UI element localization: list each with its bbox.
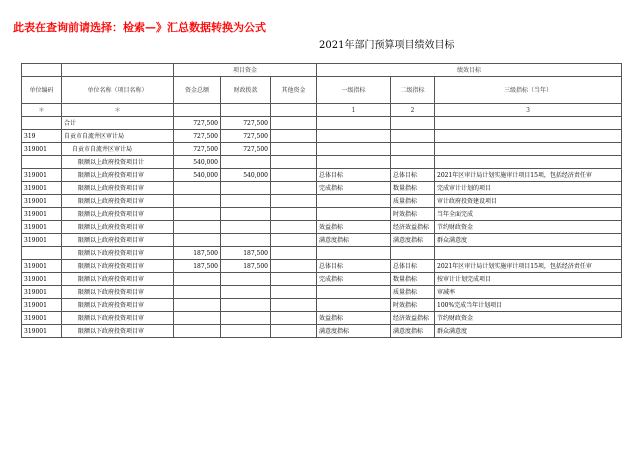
fiscal-cell xyxy=(221,156,271,169)
code-cell: 319001 xyxy=(22,208,62,221)
header-row-group xyxy=(22,64,622,77)
code-cell: 319001 xyxy=(22,143,62,156)
header-index-3: 3 xyxy=(435,104,622,117)
level1-cell: 效益指标 xyxy=(317,221,391,234)
table-row xyxy=(22,143,622,156)
level2-cell: 时效指标 xyxy=(391,208,435,221)
code-cell: 319001 xyxy=(22,182,62,195)
other-cell xyxy=(271,117,317,130)
fiscal-cell xyxy=(221,312,271,325)
code-cell xyxy=(22,117,62,130)
table-row xyxy=(22,195,622,208)
fiscal-cell: 540,000 xyxy=(221,169,271,182)
table-row xyxy=(22,221,622,234)
level1-cell: 满意度指标 xyxy=(317,325,391,338)
level3-cell: 群众满意度 xyxy=(435,234,622,247)
level1-cell: 效益指标 xyxy=(317,312,391,325)
level1-cell xyxy=(317,156,391,169)
header-unit-name: 单位名称（项目名称） xyxy=(62,77,174,104)
other-cell xyxy=(271,299,317,312)
header-group-funds: 项目资金 xyxy=(174,64,317,77)
header-cell xyxy=(174,104,221,117)
other-cell xyxy=(271,247,317,260)
other-cell xyxy=(271,208,317,221)
level2-cell: 数量指标 xyxy=(391,273,435,286)
level2-cell: 总体目标 xyxy=(391,260,435,273)
other-cell xyxy=(271,273,317,286)
header-cell xyxy=(62,64,174,77)
level3-cell: 审减率 xyxy=(435,286,622,299)
header-level1: 一级指标 xyxy=(317,77,391,104)
level1-cell xyxy=(317,286,391,299)
total-cell: 187,500 xyxy=(174,260,221,273)
level1-cell xyxy=(317,208,391,221)
level1-cell xyxy=(317,299,391,312)
code-cell: 319001 xyxy=(22,299,62,312)
fiscal-cell xyxy=(221,325,271,338)
table-row xyxy=(22,312,622,325)
name-cell: 限额以上政府投资项目审 xyxy=(62,195,174,208)
fiscal-cell: 187,500 xyxy=(221,260,271,273)
code-cell: 319001 xyxy=(22,273,62,286)
total-cell xyxy=(174,208,221,221)
level3-cell: 100%完成当年计划项目 xyxy=(435,299,622,312)
fiscal-cell: 187,500 xyxy=(221,247,271,260)
header-index-1: 1 xyxy=(317,104,391,117)
level3-cell: 按审计计划完成项目 xyxy=(435,273,622,286)
header-other: 其他资金 xyxy=(271,77,317,104)
total-cell xyxy=(174,273,221,286)
header-row-columns xyxy=(22,77,622,104)
total-cell: 540,000 xyxy=(174,156,221,169)
fiscal-cell xyxy=(221,195,271,208)
header-star: ＊ xyxy=(22,104,62,117)
table-row xyxy=(22,286,622,299)
header-level3: 三级指标（当年） xyxy=(435,77,622,104)
code-cell xyxy=(22,247,62,260)
table-row xyxy=(22,169,622,182)
name-cell: 限额以上政府投资项目审 xyxy=(62,182,174,195)
table-row xyxy=(22,130,622,143)
level1-cell xyxy=(317,130,391,143)
header-index-2: 2 xyxy=(391,104,435,117)
level2-cell: 质量指标 xyxy=(391,286,435,299)
fiscal-cell: 727,500 xyxy=(221,117,271,130)
other-cell xyxy=(271,312,317,325)
table-row xyxy=(22,182,622,195)
level3-cell xyxy=(435,247,622,260)
level1-cell: 满意度指标 xyxy=(317,234,391,247)
level2-cell xyxy=(391,117,435,130)
level2-cell: 满意度指标 xyxy=(391,325,435,338)
other-cell xyxy=(271,195,317,208)
total-cell: 727,500 xyxy=(174,143,221,156)
report-title: 2021年部门预算项目绩效目标 xyxy=(319,40,455,51)
total-cell xyxy=(174,234,221,247)
code-cell: 319001 xyxy=(22,286,62,299)
performance-table xyxy=(21,63,622,338)
total-cell xyxy=(174,312,221,325)
fiscal-cell: 727,500 xyxy=(221,143,271,156)
warning-note: 此表在查询前请选择：检索—》汇总数据转换为公式 xyxy=(13,21,266,34)
level1-cell xyxy=(317,247,391,260)
level3-cell xyxy=(435,117,622,130)
name-cell: 限额以下政府投资项目审 xyxy=(62,286,174,299)
other-cell xyxy=(271,260,317,273)
header-level2: 二级指标 xyxy=(391,77,435,104)
name-cell: 自贡市自流井区审计局 xyxy=(62,143,174,156)
level2-cell: 质量指标 xyxy=(391,195,435,208)
table-row xyxy=(22,273,622,286)
level1-cell xyxy=(317,117,391,130)
code-cell: 319001 xyxy=(22,169,62,182)
other-cell xyxy=(271,156,317,169)
level1-cell: 完成指标 xyxy=(317,182,391,195)
header-row-index xyxy=(22,104,622,117)
other-cell xyxy=(271,325,317,338)
total-cell: 540,000 xyxy=(174,169,221,182)
level2-cell xyxy=(391,156,435,169)
level2-cell: 总体目标 xyxy=(391,169,435,182)
header-cell xyxy=(22,64,62,77)
table-row xyxy=(22,247,622,260)
name-cell: 合计 xyxy=(62,117,174,130)
header-total: 资金总额 xyxy=(174,77,221,104)
name-cell: 限额以下政府投资项目审 xyxy=(62,260,174,273)
name-cell: 限额以上政府投资项目审 xyxy=(62,221,174,234)
code-cell: 319001 xyxy=(22,234,62,247)
level3-cell: 节约财政资金 xyxy=(435,312,622,325)
total-cell: 187,500 xyxy=(174,247,221,260)
other-cell xyxy=(271,221,317,234)
other-cell xyxy=(271,182,317,195)
level1-cell: 总体目标 xyxy=(317,169,391,182)
code-cell: 319001 xyxy=(22,325,62,338)
total-cell: 727,500 xyxy=(174,130,221,143)
name-cell: 限额以下政府投资项目审 xyxy=(62,247,174,260)
level3-cell xyxy=(435,156,622,169)
total-cell xyxy=(174,325,221,338)
header-star: ＊ xyxy=(62,104,174,117)
level3-cell: 完成审计计划的项目 xyxy=(435,182,622,195)
level2-cell xyxy=(391,130,435,143)
level3-cell: 群众满意度 xyxy=(435,325,622,338)
level3-cell: 审计政府投资建设项目 xyxy=(435,195,622,208)
header-cell xyxy=(221,104,271,117)
table-row xyxy=(22,325,622,338)
level2-cell: 时效指标 xyxy=(391,299,435,312)
name-cell: 限额以上政府投资项目审 xyxy=(62,169,174,182)
level3-cell: 2021年区审计局计划实施审计项目15项，包括经济责任审 xyxy=(435,260,622,273)
name-cell: 限额以上政府投资项目计 xyxy=(62,156,174,169)
level2-cell xyxy=(391,247,435,260)
code-cell: 319001 xyxy=(22,312,62,325)
total-cell xyxy=(174,286,221,299)
level3-cell: 2021年区审计局计划实施审计项目15项，包括经济责任审 xyxy=(435,169,622,182)
code-cell xyxy=(22,156,62,169)
level1-cell: 总体目标 xyxy=(317,260,391,273)
level2-cell: 经济效益指标 xyxy=(391,221,435,234)
header-cell xyxy=(271,104,317,117)
total-cell xyxy=(174,221,221,234)
fiscal-cell: 727,500 xyxy=(221,130,271,143)
name-cell: 限额以上政府投资项目审 xyxy=(62,234,174,247)
level1-cell: 完成指标 xyxy=(317,273,391,286)
table-row xyxy=(22,260,622,273)
other-cell xyxy=(271,143,317,156)
other-cell xyxy=(271,234,317,247)
level3-cell xyxy=(435,130,622,143)
header-group-perf: 绩效目标 xyxy=(317,64,622,77)
code-cell: 319001 xyxy=(22,221,62,234)
level3-cell: 节约财政资金 xyxy=(435,221,622,234)
fiscal-cell xyxy=(221,221,271,234)
level2-cell xyxy=(391,143,435,156)
total-cell: 727,500 xyxy=(174,117,221,130)
fiscal-cell xyxy=(221,299,271,312)
table-row xyxy=(22,234,622,247)
fiscal-cell xyxy=(221,208,271,221)
level3-cell xyxy=(435,143,622,156)
name-cell: 限额以下政府投资项目审 xyxy=(62,325,174,338)
other-cell xyxy=(271,286,317,299)
fiscal-cell xyxy=(221,273,271,286)
table-row xyxy=(22,208,622,221)
table-row xyxy=(22,156,622,169)
fiscal-cell xyxy=(221,286,271,299)
name-cell: 限额以下政府投资项目审 xyxy=(62,299,174,312)
table-row xyxy=(22,117,622,130)
level2-cell: 满意度指标 xyxy=(391,234,435,247)
code-cell: 319001 xyxy=(22,260,62,273)
level3-cell: 当年全面完成 xyxy=(435,208,622,221)
level2-cell: 数量指标 xyxy=(391,182,435,195)
level1-cell xyxy=(317,195,391,208)
header-unit-code: 单位编码 xyxy=(22,77,62,104)
name-cell: 自贡市自流井区审计局 xyxy=(62,130,174,143)
table-row xyxy=(22,299,622,312)
fiscal-cell xyxy=(221,234,271,247)
level2-cell: 经济效益指标 xyxy=(391,312,435,325)
level1-cell xyxy=(317,143,391,156)
total-cell xyxy=(174,195,221,208)
total-cell xyxy=(174,182,221,195)
code-cell: 319001 xyxy=(22,195,62,208)
fiscal-cell xyxy=(221,182,271,195)
other-cell xyxy=(271,130,317,143)
other-cell xyxy=(271,169,317,182)
name-cell: 限额以下政府投资项目审 xyxy=(62,273,174,286)
name-cell: 限额以上政府投资项目审 xyxy=(62,208,174,221)
header-fiscal: 财政拨款 xyxy=(221,77,271,104)
code-cell: 319 xyxy=(22,130,62,143)
total-cell xyxy=(174,299,221,312)
name-cell: 限额以下政府投资项目审 xyxy=(62,312,174,325)
